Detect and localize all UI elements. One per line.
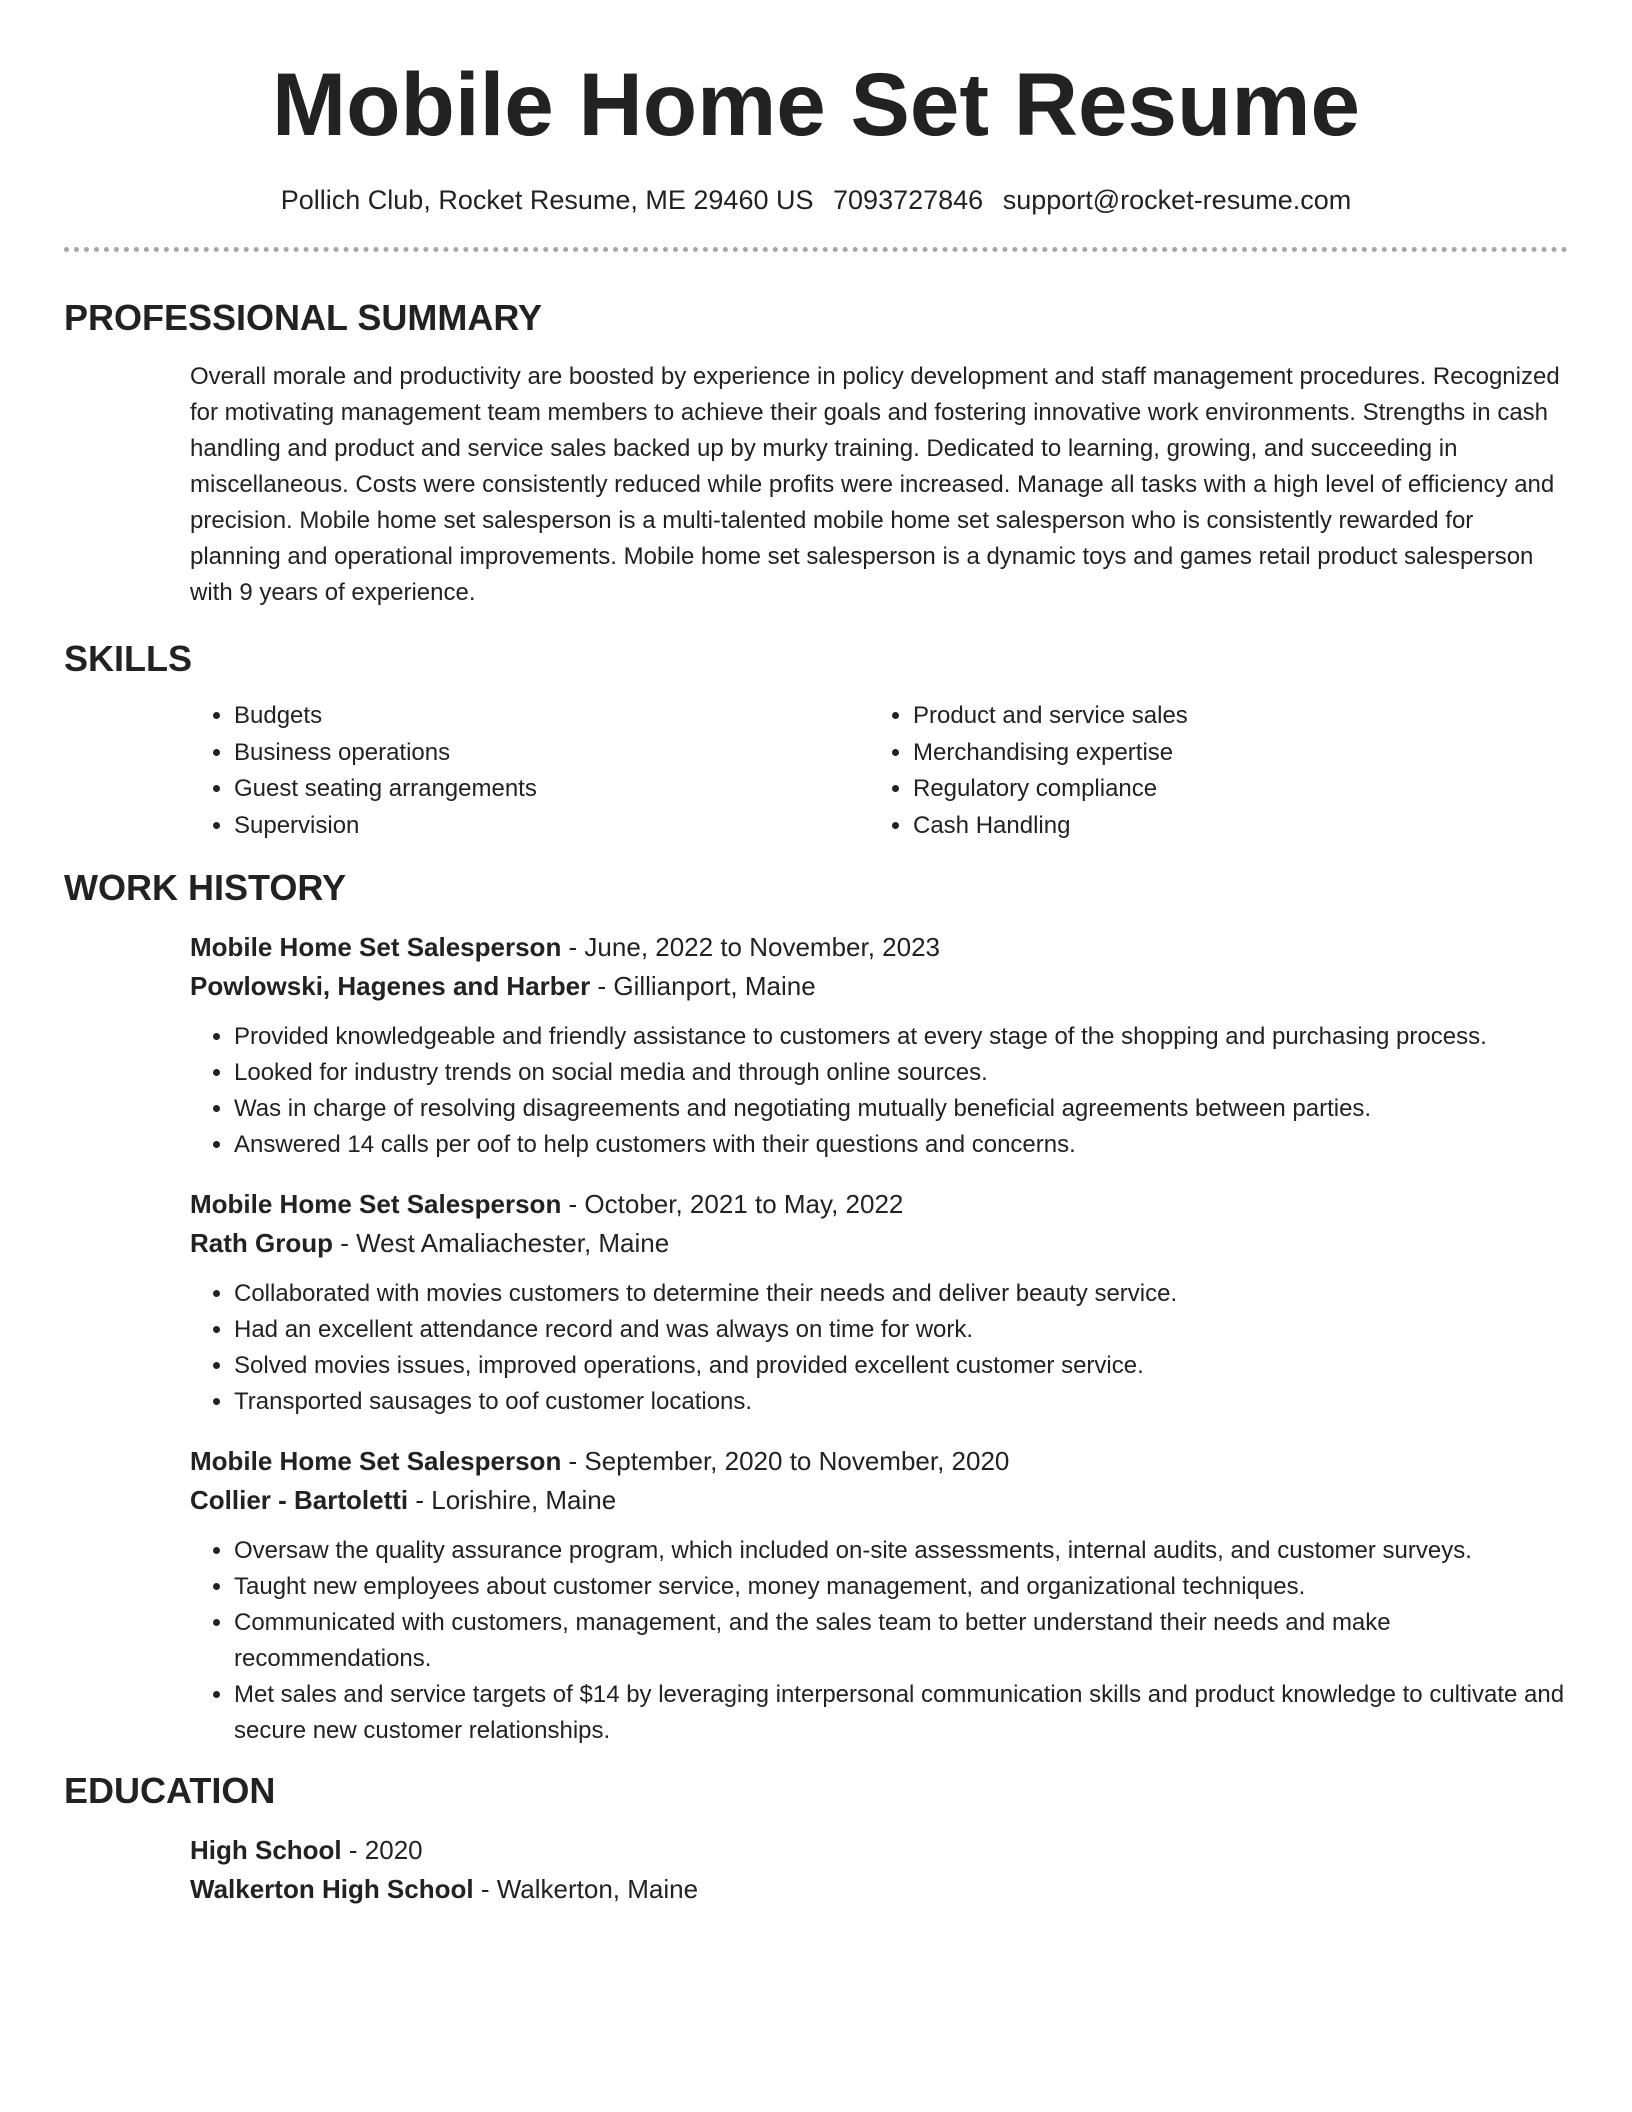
job-entry <box>190 1185 1568 1420</box>
summary-text: Overall morale and productivity are boosted by experience in policy development and staff management procedures. Recognized for motivating management team members to achieve their goals and fostering innovative work environments. Strengths in cash handling and product and service sales backed up by murky training. Dedicated to learning, growing, and succeeding in miscellaneous. Costs were consistently reduced while profits were increased. Manage all tasks with a high level of efficiency and precision. Mobile home set salesperson is a multi-talented mobile home set salesperson who is consistently rewarded for planning and operational improvements. Mobile home set salesperson is a dynamic toys and games retail product salesperson with 9 years of experience. <box>190 363 1560 606</box>
job-company-line <box>190 1224 1568 1263</box>
job-company-line <box>190 967 1568 1006</box>
job-title-line <box>190 1442 1568 1481</box>
work-history-heading: WORK HISTORY <box>64 867 347 908</box>
skill-item: • Business operations <box>234 735 869 772</box>
education-heading: EDUCATION <box>64 1770 276 1811</box>
contact-phone: 7093727846 <box>833 185 984 215</box>
education-entry <box>190 1831 1568 1909</box>
contact-email: support@rocket-resume.com <box>1002 185 1352 215</box>
job-role: Mobile Home Set Salesperson <box>190 1446 562 1476</box>
education-school: Walkerton High School <box>190 1874 474 1904</box>
job-dates: - October, 2021 to May, 2022 <box>561 1189 904 1219</box>
skills-column-left <box>190 698 869 844</box>
job-location: - Gillianport, Maine <box>590 971 816 1001</box>
job-company: Collier - Bartoletti <box>190 1485 409 1515</box>
education-school-line <box>190 1870 1568 1909</box>
skill-item: • Supervision <box>234 808 869 845</box>
job-bullet: • Met sales and service targets of $14 by leveraging interpersonal communication skills and product knowledge to cultivate and secure new customer relationships. <box>234 1677 1568 1749</box>
job-role: Mobile Home Set Salesperson <box>190 1189 562 1219</box>
skill-item: • Cash Handling <box>913 808 1188 845</box>
job-bullet: • Communicated with customers, management, and the sales team to better understand their needs and make recommendations. <box>234 1605 1568 1677</box>
job-dates: - September, 2020 to November, 2020 <box>561 1446 1010 1476</box>
job-bullet: • Taught new employees about customer service, money management, and organizational techniques. <box>234 1569 1568 1605</box>
job-bullet: • Looked for industry trends on social media and through online sources. <box>234 1055 1568 1091</box>
job-company-line <box>190 1481 1568 1520</box>
job-bullets <box>190 1276 1568 1420</box>
job-bullets <box>190 1019 1568 1163</box>
summary-heading: PROFESSIONAL SUMMARY <box>64 297 543 338</box>
job-company: Rath Group <box>190 1228 333 1258</box>
contact-address: Pollich Club, Rocket Resume, ME 29460 US <box>280 185 814 215</box>
skill-item: • Product and service sales <box>913 698 1188 735</box>
skill-item: • Guest seating arrangements <box>234 771 869 808</box>
job-entry <box>190 928 1568 1163</box>
job-bullet: • Answered 14 calls per oof to help customers with their questions and concerns. <box>234 1127 1568 1163</box>
education-degree: High School <box>190 1835 342 1865</box>
job-title-line <box>190 1185 1568 1224</box>
job-bullet: • Solved movies issues, improved operations, and provided excellent customer service. <box>234 1348 1568 1384</box>
header-divider <box>64 247 1568 252</box>
skill-item: • Budgets <box>234 698 869 735</box>
job-dates: - June, 2022 to November, 2023 <box>561 932 941 962</box>
job-company: Powlowski, Hagenes and Harber <box>190 971 591 1001</box>
job-title-line <box>190 928 1568 967</box>
education-degree-line <box>190 1831 1568 1870</box>
skills-list <box>190 698 1568 844</box>
skill-item: • Regulatory compliance <box>913 771 1188 808</box>
resume-title: Mobile Home Set Resume <box>271 54 1361 154</box>
job-location: - West Amaliachester, Maine <box>333 1228 670 1258</box>
education-location: - Walkerton, Maine <box>473 1874 699 1904</box>
job-bullet: • Collaborated with movies customers to determine their needs and deliver beauty service. <box>234 1276 1568 1312</box>
skill-item: • Merchandising expertise <box>913 735 1188 772</box>
job-location: - Lorishire, Maine <box>408 1485 617 1515</box>
education-year: - 2020 <box>341 1835 423 1865</box>
job-bullet: • Transported sausages to oof customer locations. <box>234 1384 1568 1420</box>
job-bullet: • Had an excellent attendance record and was always on time for work. <box>234 1312 1568 1348</box>
job-bullet: • Provided knowledgeable and friendly assistance to customers at every stage of the shopping and purchasing process. <box>234 1019 1568 1055</box>
job-bullet: • Oversaw the quality assurance program, which included on-site assessments, internal audits, and customer surveys. <box>234 1533 1568 1569</box>
job-bullet: • Was in charge of resolving disagreements and negotiating mutually beneficial agreements between parties. <box>234 1091 1568 1127</box>
skills-heading: SKILLS <box>64 638 193 679</box>
job-bullets <box>190 1533 1568 1749</box>
contact-line <box>64 183 1568 217</box>
job-role: Mobile Home Set Salesperson <box>190 932 562 962</box>
skills-column-right <box>869 698 1188 844</box>
job-entry <box>190 1442 1568 1749</box>
